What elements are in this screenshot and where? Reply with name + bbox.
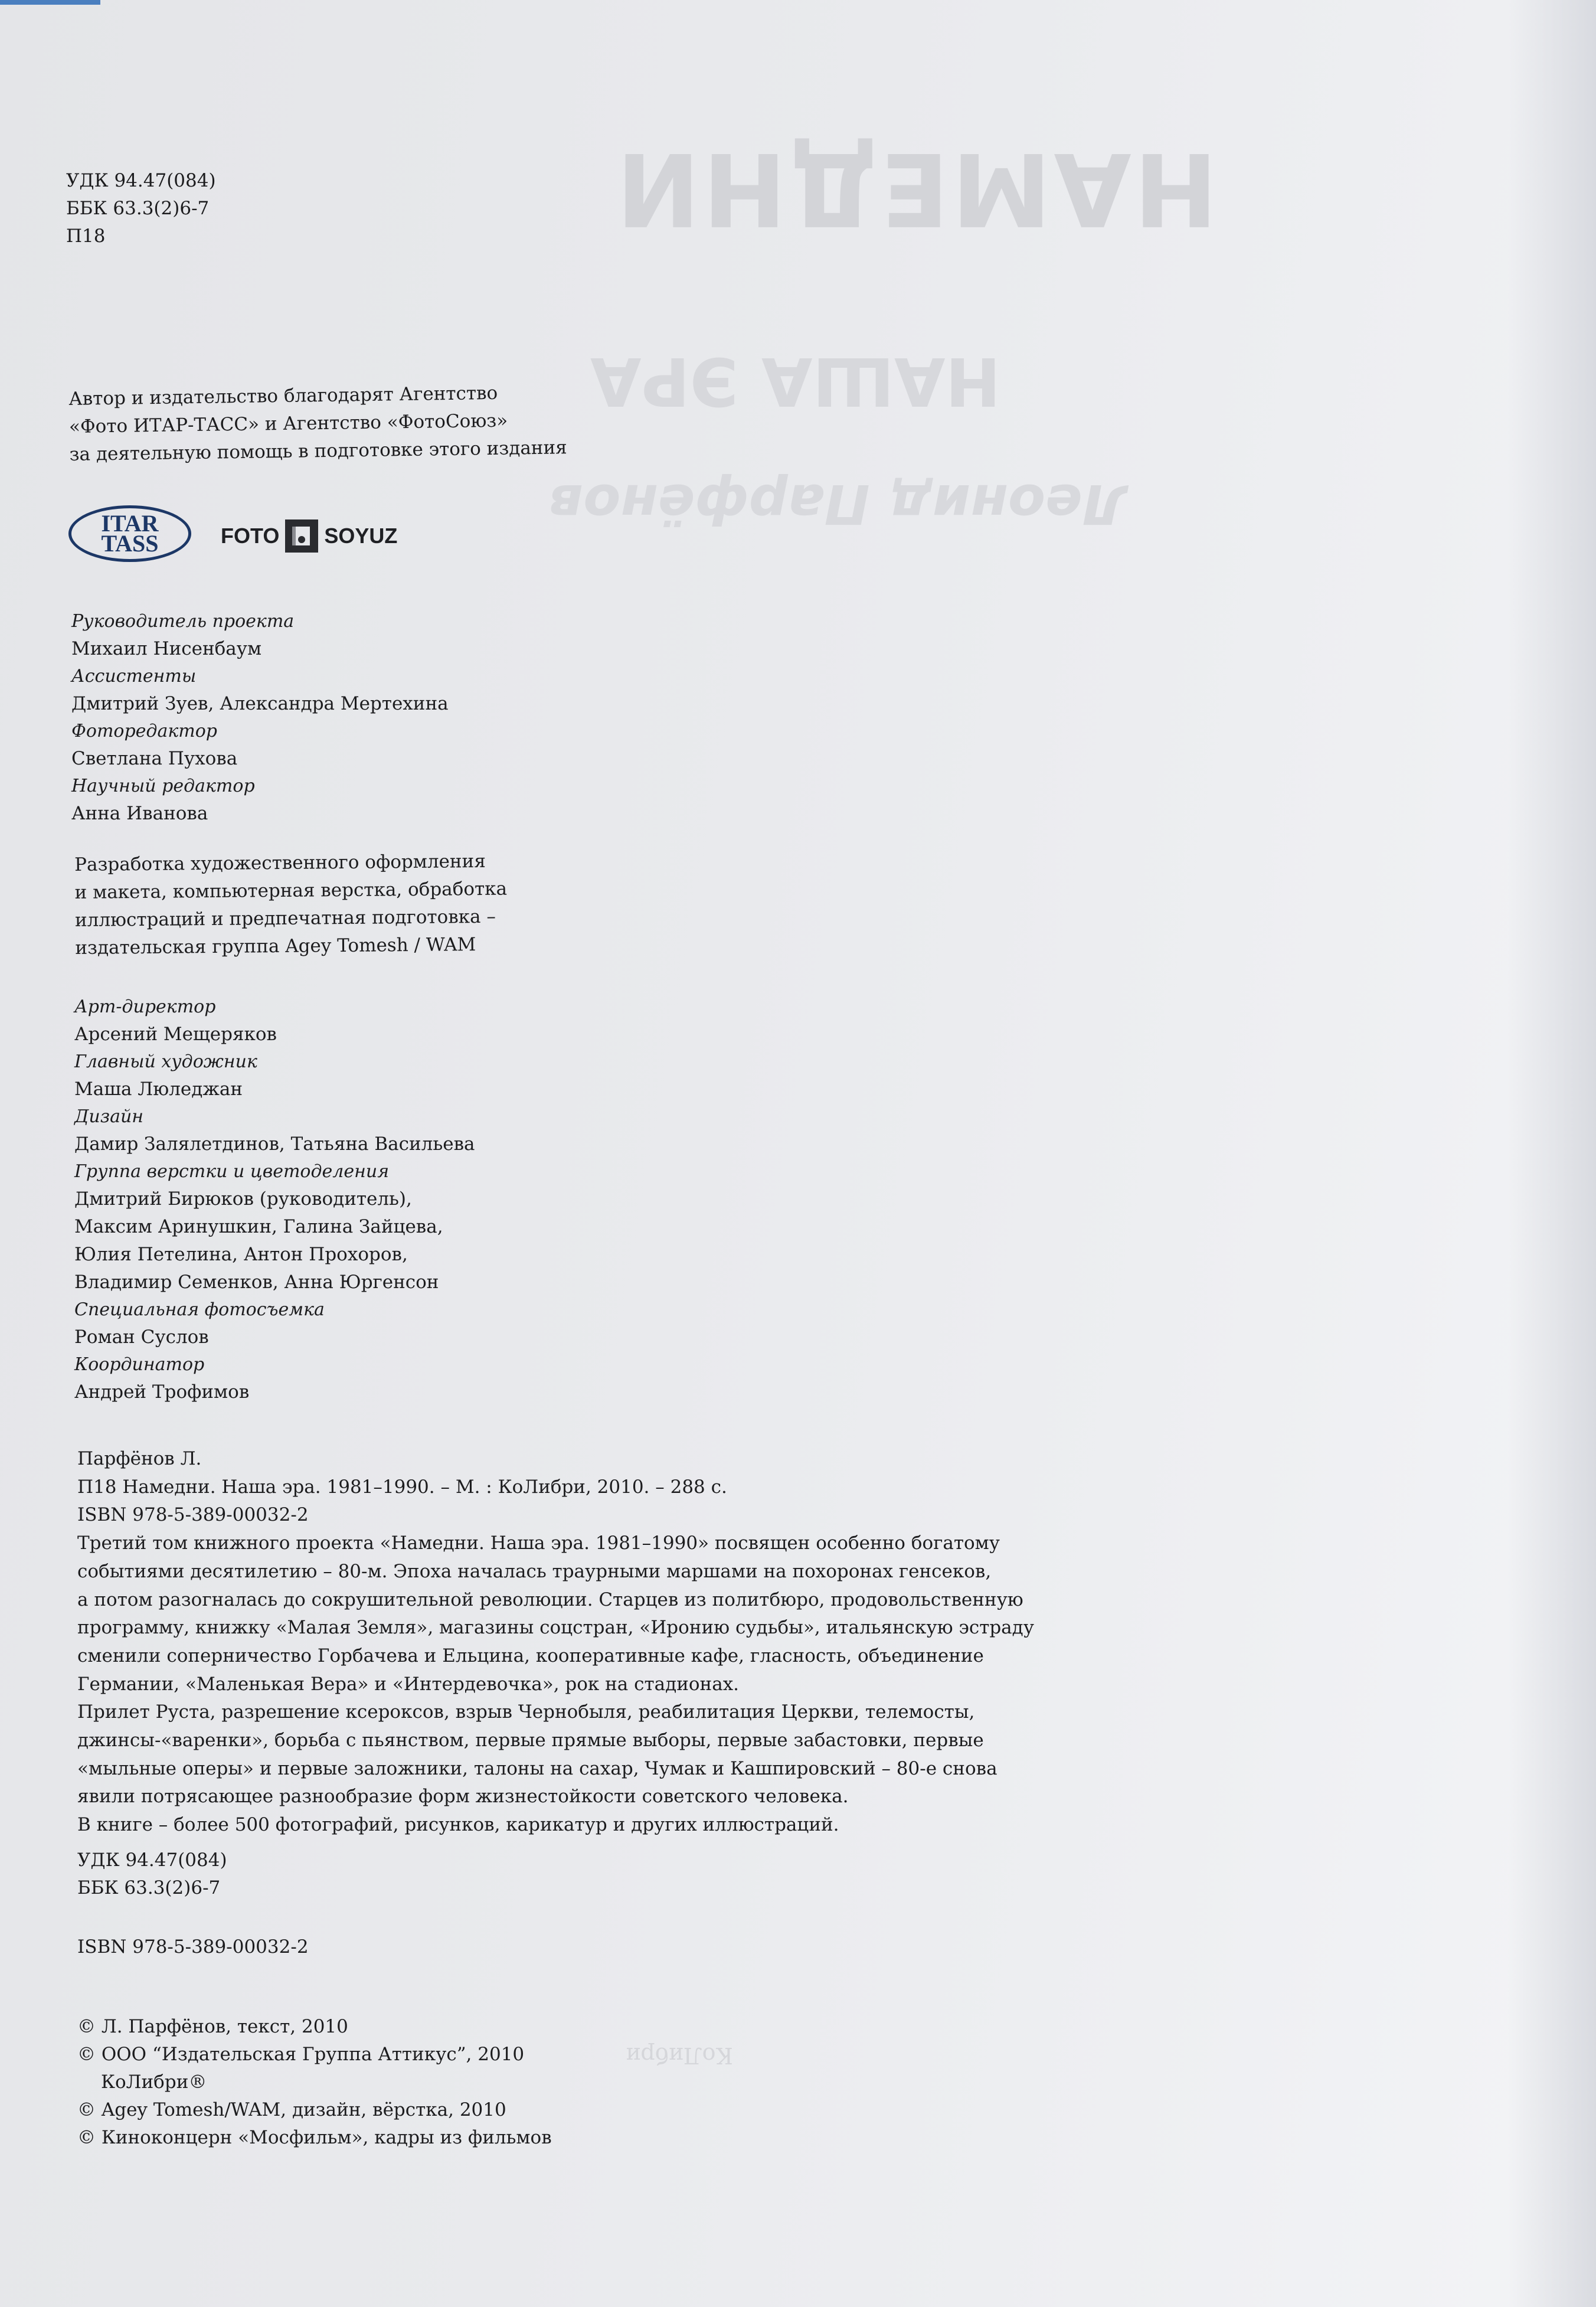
show-through-title: НАМЕДНИ bbox=[614, 130, 1218, 247]
classification-codes bbox=[66, 167, 216, 250]
credit-name: Роман Суслов bbox=[74, 1326, 209, 1348]
soyuz-logo-word: SOYUZ bbox=[324, 524, 398, 548]
credit-name: Светлана Пухова bbox=[71, 748, 238, 769]
bbk-code: ББК 63.3(2)6-7 bbox=[66, 198, 210, 219]
copyright-line: © Л. Парфёнов, текст, 2010 bbox=[77, 2016, 348, 2037]
agency-logos bbox=[68, 502, 434, 567]
credit-role: Группа верстки и цветоделения bbox=[74, 1161, 390, 1182]
credit-role: Специальная фотосъемка bbox=[74, 1299, 325, 1320]
annotation-line: сменили соперничество Горбачева и Ельцина, кооперативные кафе, гласность, объединение bbox=[77, 1645, 984, 1666]
udk-code: УДК 94.47(084) bbox=[77, 1849, 227, 1871]
acknowledgement-line: за деятельную помощь в подготовке этого издания bbox=[69, 437, 567, 465]
copyright-line: © ООО “Издательская Группа Аттикус”, 2010 bbox=[77, 2044, 525, 2065]
credit-name: Маша Люледжан bbox=[74, 1079, 243, 1100]
copyright-notices bbox=[77, 2013, 552, 2152]
credit-name: Юлия Петелина, Антон Прохоров, bbox=[74, 1244, 408, 1265]
credit-role: Арт-директор bbox=[74, 996, 216, 1017]
project-credits bbox=[71, 608, 449, 828]
acknowledgement-line: «Фото ИТАР-ТАСС» и Агентство «ФотоСоюз» bbox=[68, 410, 508, 437]
show-through-publisher: КоЛибри bbox=[626, 2043, 733, 2069]
isbn-number: ISBN 978-5-389-00032-2 bbox=[77, 1936, 309, 1958]
author-index: П18 bbox=[66, 226, 106, 247]
annotation-line: Германии, «Маленькая Вера» и «Интердевочка», рок на стадионах. bbox=[77, 1673, 740, 1695]
design-line: Разработка художественного оформления bbox=[74, 850, 486, 875]
itar-tass-logo bbox=[68, 505, 191, 562]
annotation-line: программу, книжку «Малая Земля», магазины соцстран, «Иронию судьбы», итальянскую эстраду bbox=[77, 1617, 1034, 1639]
credit-name: Владимир Семенков, Анна Юргенсон bbox=[74, 1272, 439, 1293]
copyright-line: © Киноконцерн «Мосфильм», кадры из фильмов bbox=[77, 2127, 552, 2148]
credit-role: Дизайн bbox=[74, 1106, 144, 1127]
bbk-code: ББК 63.3(2)6-7 bbox=[77, 1877, 221, 1898]
annotation-line: «мыльные оперы» и первые заложники, талоны на сахар, Чумак и Кашпировский – 80-е снова bbox=[77, 1757, 997, 1779]
annotation-line: событиями десятилетию – 80-м. Эпоха началась траурными маршами на похоронах генсеков, bbox=[77, 1560, 992, 1582]
annotation-line: В книге – более 500 фотографий, рисунков, карикатур и других иллюстраций. bbox=[77, 1814, 839, 1836]
credit-role: Научный редактор bbox=[71, 776, 255, 796]
credit-name: Дмитрий Бирюков (руководитель), bbox=[74, 1188, 412, 1210]
page-edge-shadow bbox=[1507, 0, 1596, 2307]
fotosoyuz-logo bbox=[221, 519, 397, 553]
design-team-credits bbox=[74, 994, 475, 1406]
credit-name: Михаил Нисенбаум bbox=[71, 638, 262, 659]
biblio-isbn: ISBN 978-5-389-00032-2 bbox=[77, 1504, 309, 1526]
bibliographic-description bbox=[77, 1445, 1034, 1839]
foto-logo-word: FOTO bbox=[221, 524, 280, 548]
itar-logo-line: ITAR bbox=[101, 510, 159, 537]
credit-name: Анна Иванова bbox=[71, 803, 208, 824]
camera-icon bbox=[285, 519, 318, 553]
credit-name: Андрей Трофимов bbox=[74, 1381, 250, 1403]
credit-role: Ассистенты bbox=[71, 666, 197, 687]
design-line: и макета, компьютерная верстка, обработка bbox=[74, 878, 508, 903]
credit-role: Руководитель проекта bbox=[71, 611, 295, 632]
annotation-line: Третий том книжного проекта «Намедни. Наша эра. 1981–1990» посвящен особенно богатому bbox=[77, 1532, 1000, 1554]
credit-role: Главный художник bbox=[74, 1051, 257, 1072]
tass-logo-line: TASS bbox=[101, 530, 159, 557]
copyright-line: © Agey Tomesh/WAM, дизайн, вёрстка, 2010 bbox=[77, 2099, 506, 2120]
annotation-line: джинсы-«варенки», борьба с пьянством, первые прямые выборы, первые забастовки, первые bbox=[77, 1730, 984, 1752]
scan-edge-strip bbox=[0, 0, 100, 5]
design-credits-paragraph bbox=[74, 848, 508, 962]
biblio-author: Парфёнов Л. bbox=[77, 1448, 202, 1469]
credit-name: Дамир Залялетдинов, Татьяна Васильева bbox=[74, 1133, 475, 1155]
show-through-author: Леонид Парфёнов bbox=[549, 472, 1127, 535]
credit-name: Максим Аринушкин, Галина Зайцева, bbox=[74, 1216, 443, 1237]
design-line: издательская группа Agey Tomesh / WAM bbox=[75, 934, 476, 959]
annotation-line: явили потрясающее разнообразие форм жизнестойкости советского человека. bbox=[77, 1786, 849, 1808]
credit-role: Фоторедактор bbox=[71, 721, 217, 741]
annotation-line: а потом разогналась до сокрушительной революции. Старцев из политбюро, продовольственную bbox=[77, 1589, 1023, 1610]
isbn bbox=[77, 1933, 309, 1961]
annotation-line: Прилет Руста, разрешение ксероксов, взрыв Чернобыля, реабилитация Церкви, телемосты, bbox=[77, 1701, 975, 1723]
credit-name: Арсений Мещеряков bbox=[74, 1024, 277, 1045]
classification-codes-bottom bbox=[77, 1847, 227, 1902]
design-line: иллюстраций и предпечатная подготовка – bbox=[74, 906, 496, 931]
copyright-line: КоЛибри® bbox=[101, 2071, 207, 2093]
credit-name: Дмитрий Зуев, Александра Мертехина bbox=[71, 693, 449, 714]
biblio-title: П18 Намедни. Наша эра. 1981–1990. – М. : КоЛибри, 2010. – 288 с. bbox=[77, 1476, 727, 1498]
show-through-subtitle: НАША ЭРА bbox=[590, 342, 1001, 419]
credit-role: Координатор bbox=[74, 1354, 205, 1375]
acknowledgement bbox=[68, 378, 567, 469]
udk-code: УДК 94.47(084) bbox=[66, 170, 216, 191]
acknowledgement-line: Автор и издательство благодарят Агентство bbox=[68, 382, 498, 410]
